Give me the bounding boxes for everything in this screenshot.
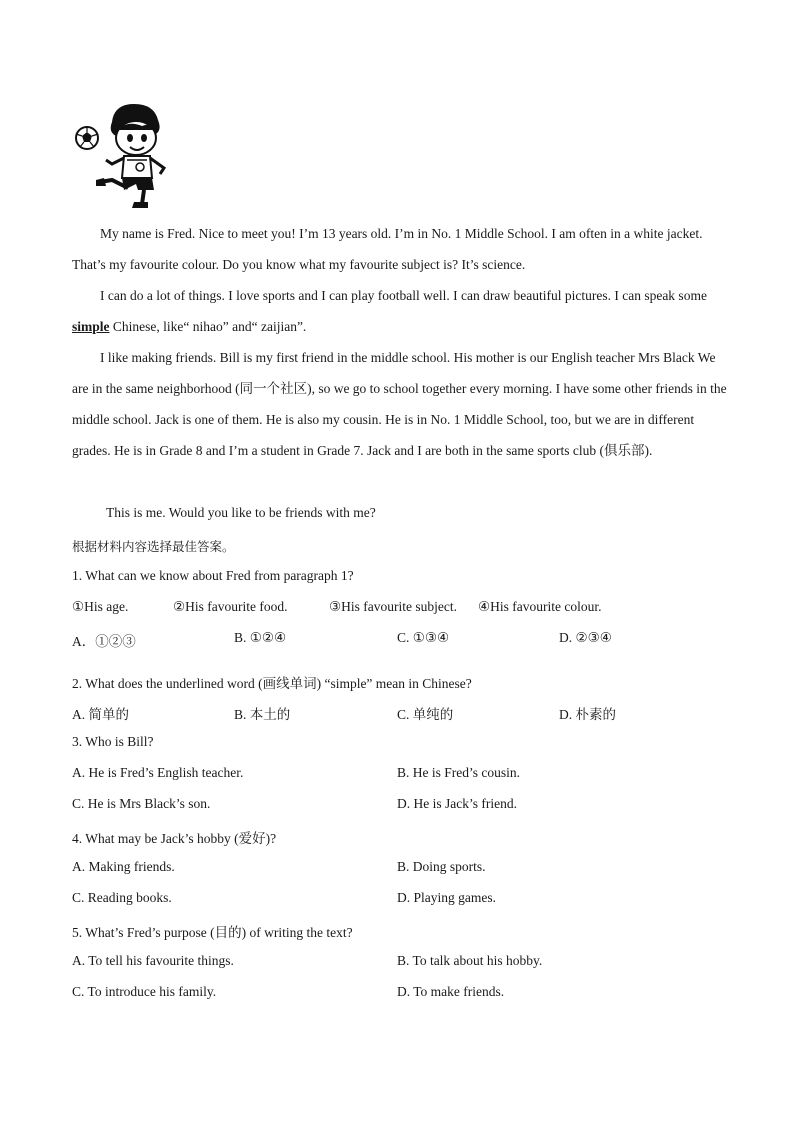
question-1-option-d[interactable]: D. ②③④ [559,630,612,645]
underlined-word-simple: simple [72,319,110,334]
passage-paragraph-1: My name is Fred. Nice to meet you! I’m 13 years old. I’m in No. 1 Middle School. I am often in a white jacket. That’s my favourite colour. Do you know what my favourite subject is? It’s science. [72,226,703,272]
question-1-statement-2: ②His favourite food. [173,599,288,614]
question-3-option-b[interactable]: B. He is Fred’s cousin. [397,765,520,780]
question-1-option-b[interactable]: B. ①②④ [234,630,287,645]
question-4-option-d[interactable]: D. Playing games. [397,890,496,905]
passage-paragraph-2 [72,280,732,342]
question-5-option-b[interactable]: B. To talk about his hobby. [397,953,543,968]
question-5-option-c[interactable]: C. To introduce his family. [72,984,217,999]
question-1-statement-3: ③His favourite subject. [329,599,457,614]
question-1-statement-1: ①His age. [72,599,129,614]
question-1-option-a[interactable]: A．①②③ [72,634,136,649]
instruction-text: 根据材料内容选择最佳答案。 [72,539,235,554]
passage-paragraph-4: This is me. Would you like to be friends with me? [106,505,376,520]
question-5-stem: 5. What’s Fred’s purpose (目的) of writing the text? [72,925,353,940]
question-5-option-a[interactable]: A. To tell his favourite things. [72,953,234,968]
question-1-statement-4: ④His favourite colour. [478,599,602,614]
question-2-option-d[interactable]: D. 朴素的 [559,707,616,722]
question-3-stem: 3. Who is Bill? [72,734,154,749]
paragraph-2-text-before: I can do a lot of things. I love sports and I can play football well. I can draw beautiful pictures. I can speak some [100,288,707,303]
boy-football-illustration [72,100,172,210]
question-2-option-c[interactable]: C. 单纯的 [397,707,454,722]
question-2-option-b[interactable]: B. 本土的 [234,707,291,722]
question-1-option-c[interactable]: C. ①③④ [397,630,450,645]
question-4-option-b[interactable]: B. Doing sports. [397,859,486,874]
question-5-option-d[interactable]: D. To make friends. [397,984,505,999]
football-icon [76,127,98,149]
question-1-stem: 1. What can we know about Fred from paragraph 1? [72,568,354,583]
passage-paragraph-3: I like making friends. Bill is my first friend in the middle school. His mother is our English teacher Mrs Black We are in the same neighborhood (同一个社区), so we go to school together every morning. I have some other friends in the middle school. Jack is one of them. He is also my cousin. He is in No. 1 Middle School, too, but we are in different grades. He is in Grade 8 and I’m a student in Grade 7. Jack and I are both in the same sports club (俱乐部). [72,350,727,458]
question-4-stem: 4. What may be Jack’s hobby (爱好)? [72,831,277,846]
question-4-option-a[interactable]: A. Making friends. [72,859,175,874]
question-3-option-a[interactable]: A. He is Fred’s English teacher. [72,765,244,780]
question-2-option-a[interactable]: A. 简单的 [72,707,129,722]
question-2-stem: 2. What does the underlined word (画线单词) “simple” mean in Chinese? [72,676,472,691]
question-3-option-c[interactable]: C. He is Mrs Black’s son. [72,796,211,811]
question-3-option-d[interactable]: D. He is Jack’s friend. [397,796,517,811]
paragraph-2-text-after: Chinese, like“ nihao” and“ zaijian”. [109,319,307,334]
question-4-option-c[interactable]: C. Reading books. [72,890,172,905]
